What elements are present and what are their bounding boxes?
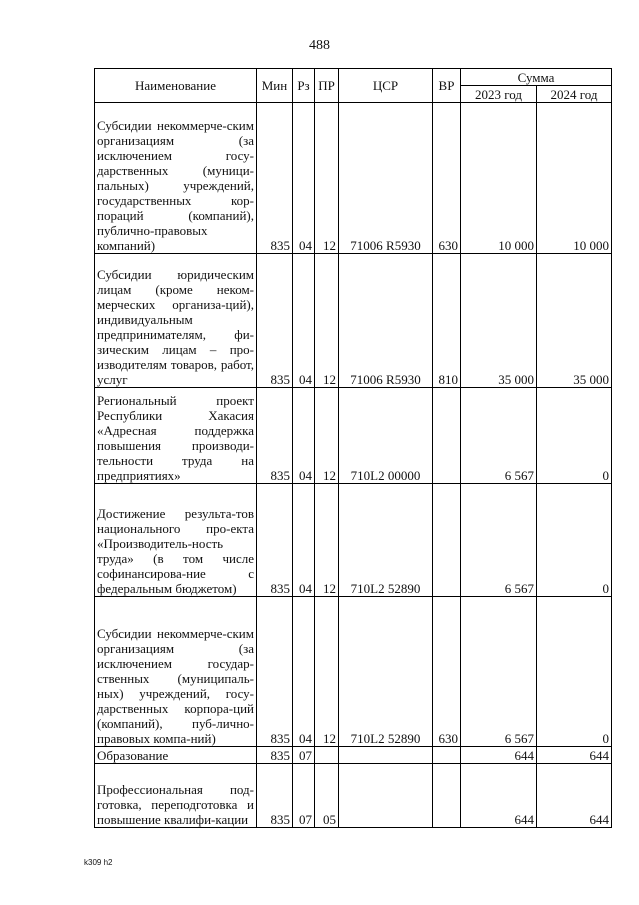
row-2024: 10 000 bbox=[537, 103, 612, 254]
row-name: Образование bbox=[95, 747, 257, 764]
row-csr: 710L2 52890 bbox=[339, 597, 433, 747]
row-vr: 630 bbox=[433, 103, 461, 254]
row-rz: 04 bbox=[293, 388, 315, 484]
header-pr: ПР bbox=[315, 69, 339, 103]
row-name: Достижение результа-тов национального про-екта «Производитель-ность труда» (в том числе софинансирова-ние с федеральным бюджетом) bbox=[95, 484, 257, 597]
header-row bbox=[95, 69, 612, 86]
row-2023: 35 000 bbox=[461, 254, 537, 388]
table-row bbox=[95, 254, 612, 388]
header-name: Наименование bbox=[95, 69, 257, 103]
row-2023: 644 bbox=[461, 764, 537, 828]
row-pr: 12 bbox=[315, 484, 339, 597]
row-vr bbox=[433, 388, 461, 484]
row-2023: 6 567 bbox=[461, 484, 537, 597]
row-pr: 12 bbox=[315, 388, 339, 484]
row-2024: 644 bbox=[537, 747, 612, 764]
row-vr: 630 bbox=[433, 597, 461, 747]
row-pr: 12 bbox=[315, 254, 339, 388]
row-pr: 05 bbox=[315, 764, 339, 828]
header-vr: ВР bbox=[433, 69, 461, 103]
row-csr: 710L2 00000 bbox=[339, 388, 433, 484]
row-pr bbox=[315, 747, 339, 764]
header-rz: Рз bbox=[293, 69, 315, 103]
row-2023: 644 bbox=[461, 747, 537, 764]
row-min: 835 bbox=[257, 764, 293, 828]
table-row bbox=[95, 747, 612, 764]
row-rz: 04 bbox=[293, 597, 315, 747]
row-csr: 710L2 52890 bbox=[339, 484, 433, 597]
footer-code: k309 h2 bbox=[84, 858, 113, 867]
table-row bbox=[95, 484, 612, 597]
row-min: 835 bbox=[257, 103, 293, 254]
header-2023: 2023 год bbox=[461, 86, 537, 103]
row-2024: 0 bbox=[537, 484, 612, 597]
budget-table bbox=[94, 68, 612, 828]
row-2023: 6 567 bbox=[461, 388, 537, 484]
page-number: 488 bbox=[309, 38, 330, 53]
row-rz: 04 bbox=[293, 103, 315, 254]
header-sum: Сумма bbox=[461, 69, 612, 86]
row-csr: 71006 R5930 bbox=[339, 103, 433, 254]
row-csr bbox=[339, 747, 433, 764]
row-csr: 71006 R5930 bbox=[339, 254, 433, 388]
row-min: 835 bbox=[257, 254, 293, 388]
header-min: Мин bbox=[257, 69, 293, 103]
row-vr bbox=[433, 484, 461, 597]
header-2024: 2024 год bbox=[537, 86, 612, 103]
row-name: Субсидии юридическим лицам (кроме неком-мерческих организа-ций), индивидуальным предпринимателям, фи-зическим лицам – про-изводителям товаров, работ, услуг bbox=[95, 254, 257, 388]
row-min: 835 bbox=[257, 747, 293, 764]
row-2024: 35 000 bbox=[537, 254, 612, 388]
row-name: Субсидии некоммерче-ским организациям (за исключением госу-дарственных (муници-пальных) учреждений, государственных кор-пораций (компаний), публично-правовых компаний) bbox=[95, 103, 257, 254]
row-vr bbox=[433, 764, 461, 828]
row-min: 835 bbox=[257, 597, 293, 747]
row-2024: 644 bbox=[537, 764, 612, 828]
table-body bbox=[95, 103, 612, 828]
row-name: Профессиональная под-готовка, переподготовка и повышение квалифи-кации bbox=[95, 764, 257, 828]
row-pr: 12 bbox=[315, 597, 339, 747]
row-2023: 10 000 bbox=[461, 103, 537, 254]
row-rz: 07 bbox=[293, 747, 315, 764]
row-rz: 07 bbox=[293, 764, 315, 828]
table-row bbox=[95, 103, 612, 254]
table-row bbox=[95, 764, 612, 828]
row-vr: 810 bbox=[433, 254, 461, 388]
table-row bbox=[95, 388, 612, 484]
row-rz: 04 bbox=[293, 254, 315, 388]
row-min: 835 bbox=[257, 484, 293, 597]
row-2024: 0 bbox=[537, 597, 612, 747]
row-2024: 0 bbox=[537, 388, 612, 484]
row-rz: 04 bbox=[293, 484, 315, 597]
row-2023: 6 567 bbox=[461, 597, 537, 747]
row-min: 835 bbox=[257, 388, 293, 484]
row-vr bbox=[433, 747, 461, 764]
row-name: Субсидии некоммерче-ским организациям (за исключением государ-ственных (муниципаль-ных) учреждений, госу-дарственных корпора-ций (компаний), пуб-лично-правовых компа-ний) bbox=[95, 597, 257, 747]
header-csr: ЦСР bbox=[339, 69, 433, 103]
row-pr: 12 bbox=[315, 103, 339, 254]
table-row bbox=[95, 597, 612, 747]
row-name: Региональный проект Республики Хакасия «Адресная поддержка повышения производи-тельности труда на предприятиях» bbox=[95, 388, 257, 484]
row-csr bbox=[339, 764, 433, 828]
